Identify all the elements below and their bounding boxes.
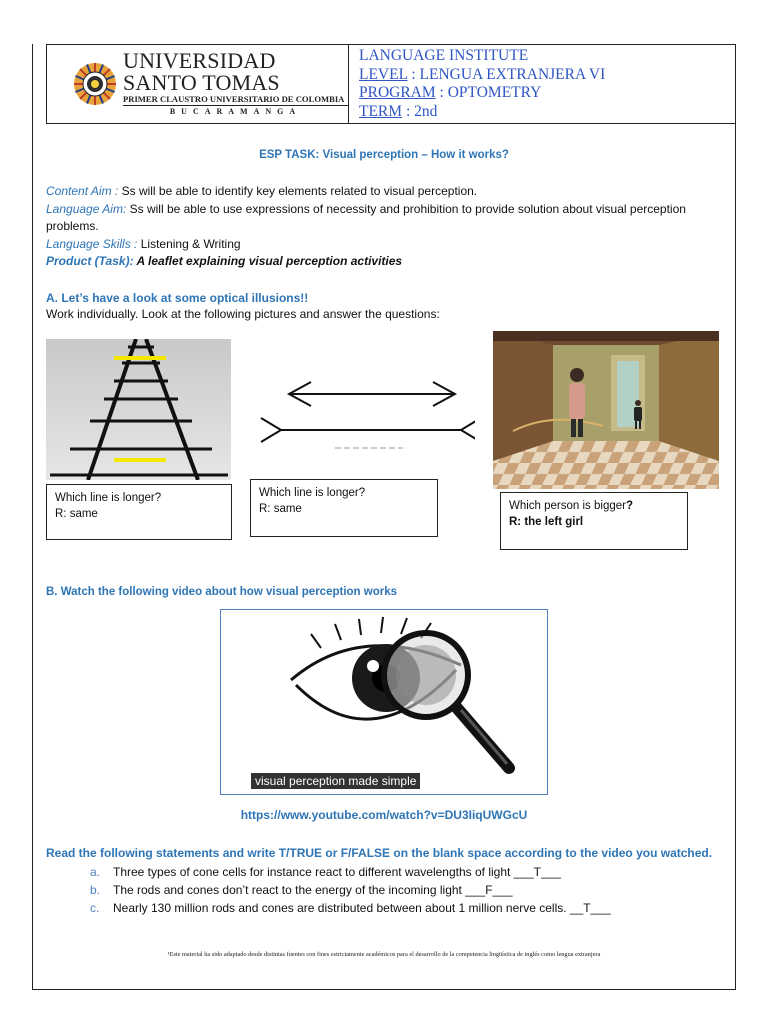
question-3-line xyxy=(509,498,679,514)
ames-room-photo xyxy=(493,331,719,489)
language-skills-label: Language Skills : xyxy=(46,236,138,251)
ames-room-illustration xyxy=(493,331,719,489)
aims-block xyxy=(46,183,726,271)
term-line xyxy=(359,103,605,122)
university-city: BUCARAMANGA xyxy=(169,107,302,116)
statement-a-text: Three types of cone cells for instance react to different wavelengths of light ___T___ xyxy=(113,865,562,879)
product-task-label: Product (Task): xyxy=(46,254,134,268)
document-header xyxy=(46,44,736,124)
product-task xyxy=(46,253,726,271)
content-aim xyxy=(46,183,726,201)
true-false-instruction: Read the following statements and write T/TRUE or F/FALSE on the blank space according to the video you watched. xyxy=(46,846,713,860)
railway-illusion-image xyxy=(46,339,231,480)
question-3-mark: ? xyxy=(625,500,634,512)
statement-c-letter: c. xyxy=(90,901,100,915)
content-aim-label: Content Aim : xyxy=(46,184,119,198)
railway-tracks-illustration xyxy=(46,339,231,480)
answer-3-text: R: the left girl xyxy=(509,516,584,528)
course-info xyxy=(349,45,605,123)
program-line xyxy=(359,84,605,103)
video-link[interactable]: https://www.youtube.com/watch?v=DU3IiqUWGcU xyxy=(240,808,528,822)
university-logo-block xyxy=(47,45,349,123)
statement-c-text: Nearly 130 million rods and cones are distributed between about 1 million nerve cells. __T___ xyxy=(113,901,611,915)
section-a-heading: A. Let’s have a look at some optical illusions!! xyxy=(46,291,309,305)
product-task-text: A leaflet explaining visual perception activities xyxy=(133,254,403,268)
eye-magnifier-illustration xyxy=(221,610,547,794)
question-3-text: Which person is bigger xyxy=(509,500,626,512)
statement-a-letter: a. xyxy=(90,865,101,879)
level-value: : LENGUA EXTRANJERA VI xyxy=(407,65,606,83)
language-aim-text: Ss will be able to use expressions of necessity and prohibition to provide solution about visual perception problems. xyxy=(46,201,686,233)
university-subtitle: PRIMER CLAUSTRO UNIVERSITARIO DE COLOMBIA xyxy=(123,94,348,106)
question-box-3 xyxy=(500,492,688,550)
university-seal-icon xyxy=(73,62,117,106)
language-skills xyxy=(46,236,726,254)
statement-a xyxy=(90,863,611,881)
language-aim-label: Language Aim: xyxy=(46,201,127,216)
section-b-heading: B. Watch the following video about how visual perception works xyxy=(46,586,397,598)
footnote: ¹Este material ha sido adaptado desde distintas fuentes con fines estrictamente académicos para el desarrollo de la competencia lingüística de inglés como lengua extranjera xyxy=(167,951,601,958)
statement-b xyxy=(90,881,611,899)
statement-b-letter: b. xyxy=(90,883,101,897)
answer-1-text: R: same xyxy=(55,508,98,520)
program-label: PROGRAM xyxy=(359,84,436,101)
question-box-1 xyxy=(46,484,232,540)
muller-lyer-illusion-image xyxy=(253,362,475,462)
task-title: ESP TASK: Visual perception – How it works? xyxy=(259,149,509,161)
level-line xyxy=(359,66,605,85)
statement-c xyxy=(90,899,611,917)
video-thumbnail[interactable] xyxy=(220,609,548,795)
section-a-instruction: Work individually. Look at the following pictures and answer the questions: xyxy=(46,307,440,321)
program-value: : OPTOMETRY xyxy=(435,84,542,101)
university-name: UNIVERSIDAD SANTO TOMAS xyxy=(123,48,280,95)
term-value: : 2nd xyxy=(402,102,438,120)
level-label: LEVEL xyxy=(359,65,408,83)
content-aim-text: Ss will be able to identify key elements related to visual perception. xyxy=(118,184,478,198)
statement-b-text: The rods and cones don’t react to the energy of the incoming light ___F___ xyxy=(113,883,513,897)
institute-name: LANGUAGE INSTITUTE xyxy=(359,47,529,64)
statements-list xyxy=(90,863,611,917)
language-aim xyxy=(46,201,726,236)
section-a xyxy=(46,290,440,322)
question-1-text: Which line is longer? xyxy=(55,492,162,504)
question-box-2 xyxy=(250,479,438,537)
answer-2-text: R: same xyxy=(259,503,302,515)
language-skills-text: Listening & Writing xyxy=(137,236,241,251)
video-caption: visual perception made simple xyxy=(251,773,420,789)
arrows-illustration xyxy=(253,362,475,462)
question-2-text: Which line is longer? xyxy=(259,487,366,499)
term-label: TERM xyxy=(359,102,403,120)
